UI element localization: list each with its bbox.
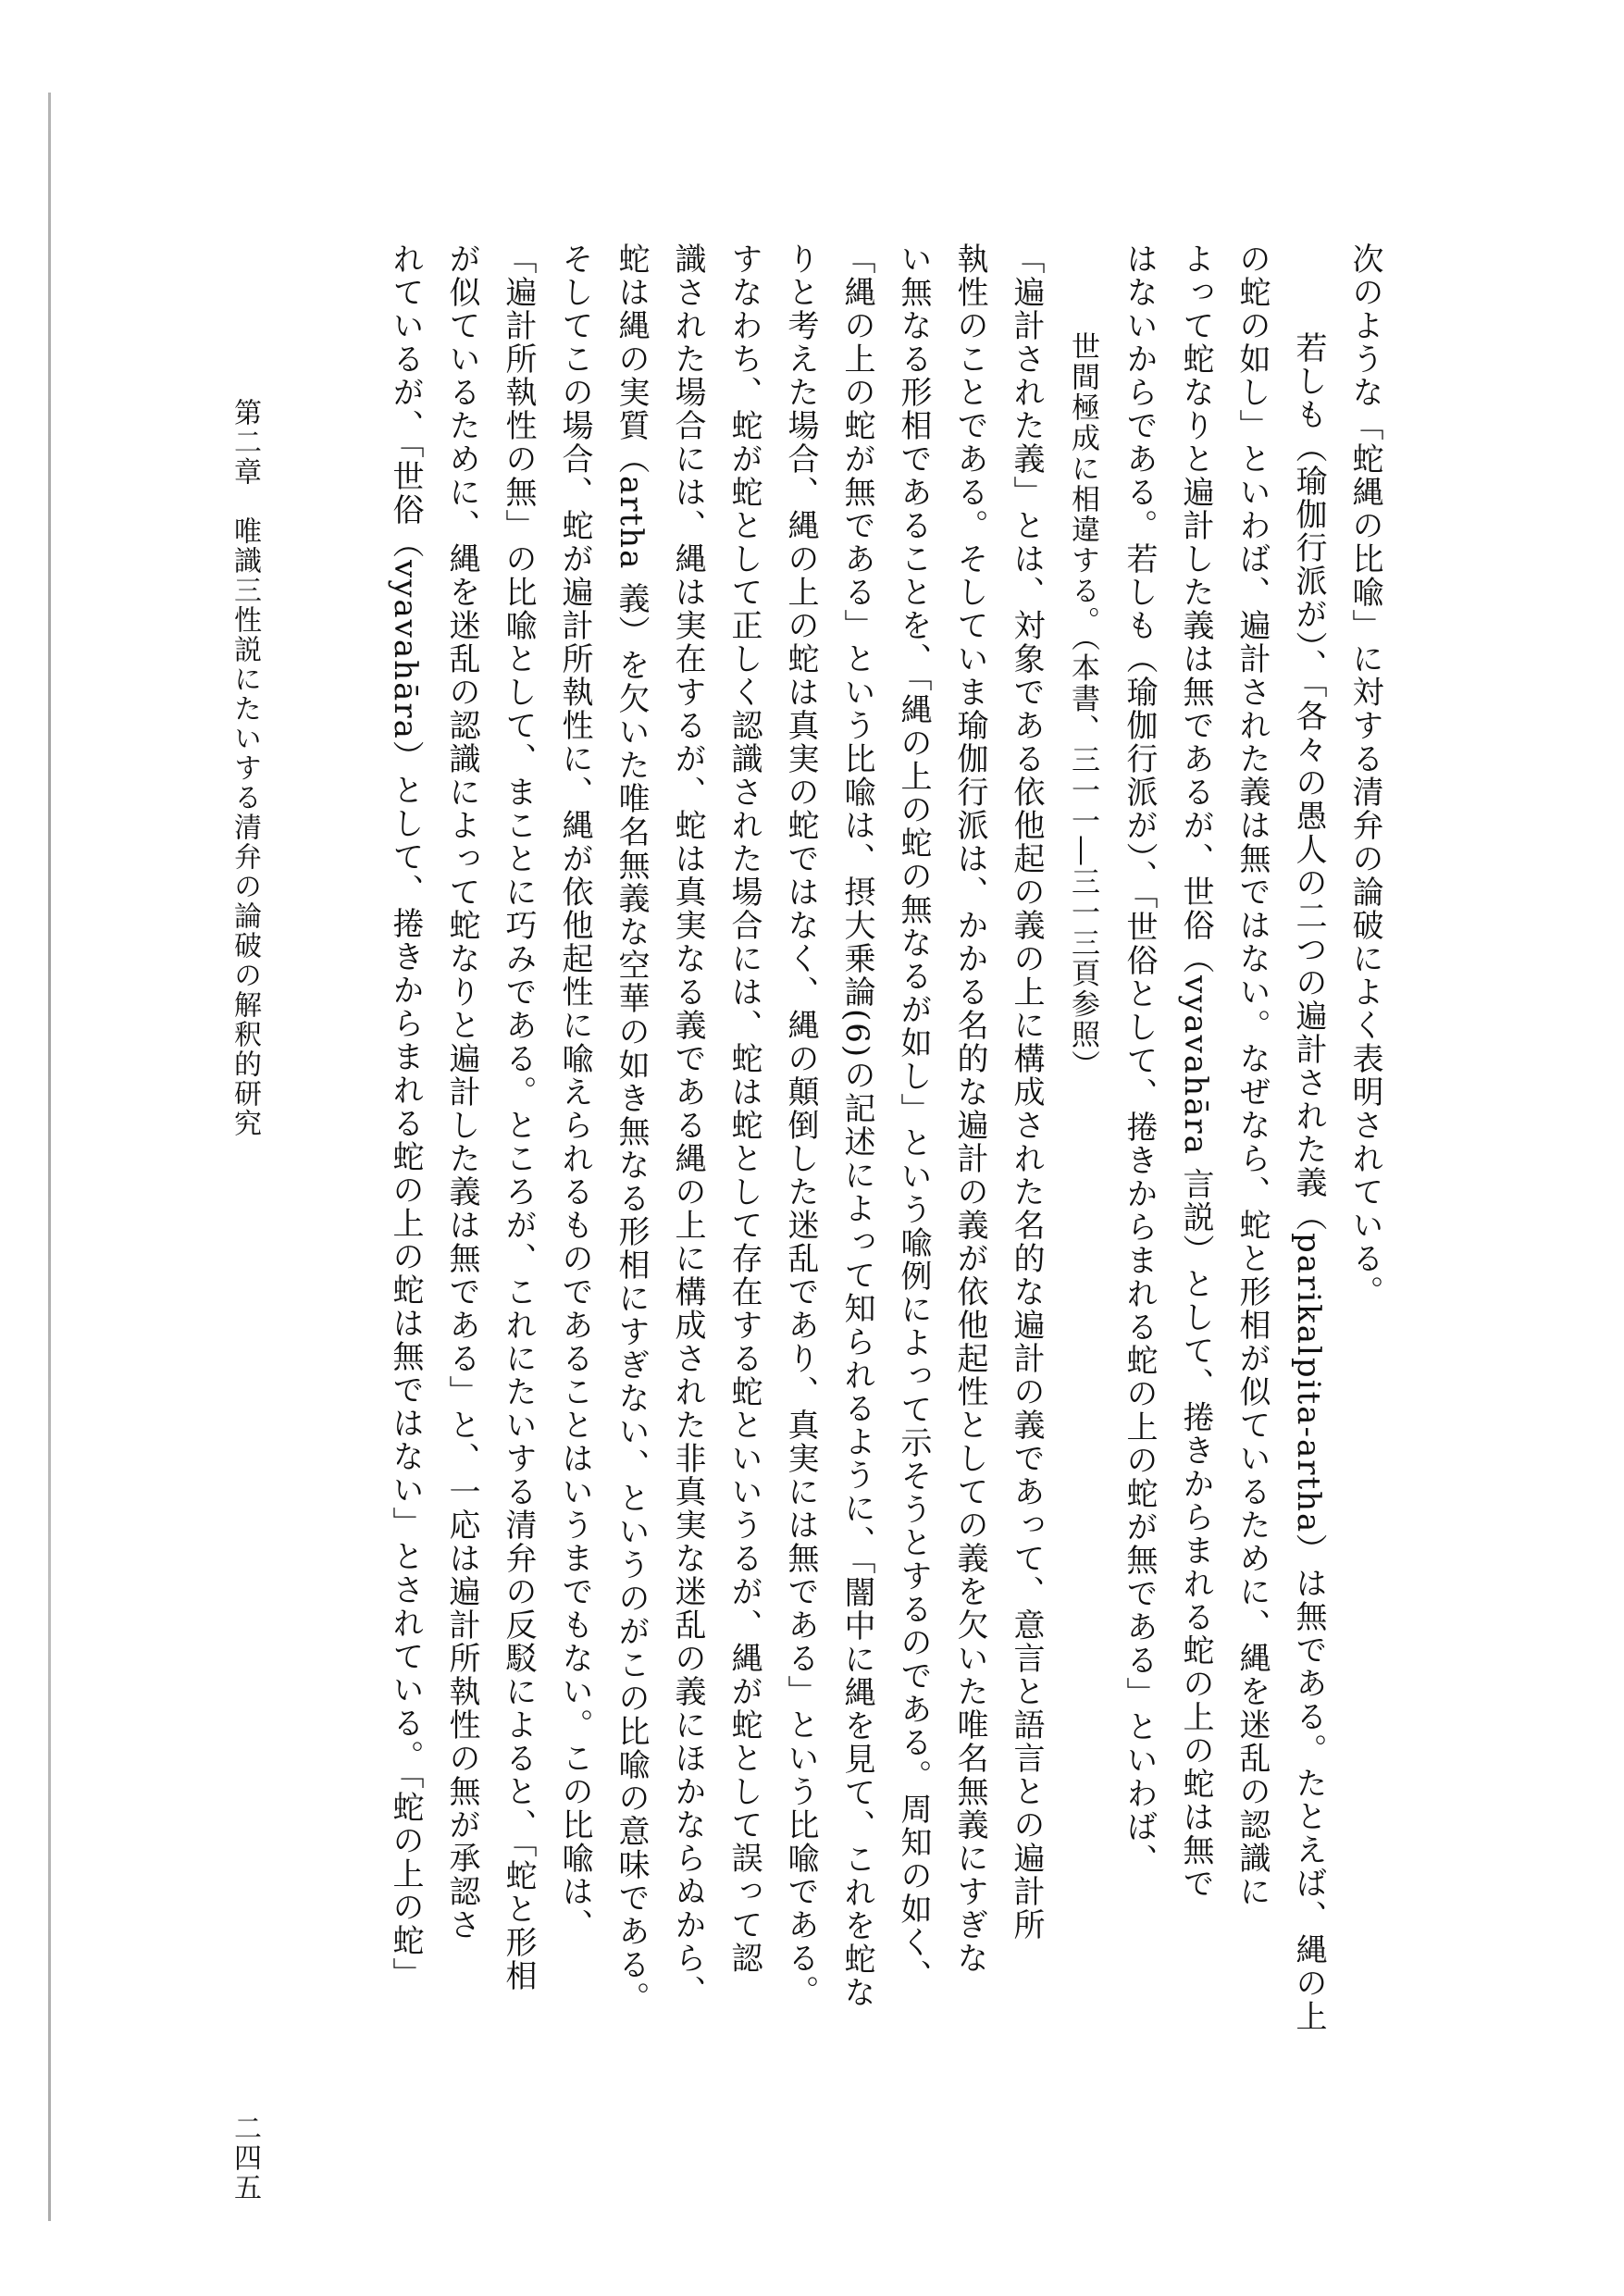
text-line: りと考えた場合、縄の上の蛇は真実の蛇ではなく、縄の顛倒した迷乱であり、真実には無である」という比喩である。 <box>782 242 819 2008</box>
text-line: そしてこの場合、蛇が遍計所執性に、縄が依他起性に喩えられるものであることはいうまでもない。この比喩は、 <box>556 242 593 1942</box>
text-line: 若しも（瑜伽行派が）、「各々の愚人の二つの遍計された義（parikalpita-artha）は無である。たとえば、縄の上 <box>1290 331 1327 2034</box>
text-line: 「遍計された義」とは、対象である依他起の義の上に構成された名的な遍計の義であって、意言と語言との遍計所 <box>1008 242 1045 1942</box>
page-footer <box>213 398 265 2203</box>
text-line: はないからである。若しも（瑜伽行派が）、「世俗として、捲きからまれる蛇の上の蛇が無である」といわば、 <box>1121 242 1158 1877</box>
text-line: い無なる形相であることを、「縄の上の蛇の無なるが如し」という喩例によって示そうとするのである。周知の如く、 <box>895 242 932 1992</box>
text-line: 「縄の上の蛇が無である」という比喩は、摂大乗論(6)の記述によって知られるように、「闇中に縄を見て、これを蛇な <box>838 242 875 2010</box>
page-edge <box>48 93 51 2221</box>
text-line: が似ているために、縄を迷乱の認識によって蛇なりと遍計した義は無である」と、一応は遍計所執性の無が承認さ <box>443 242 480 1942</box>
text-line: 「遍計所執性の無」の比喩として、まことに巧みである。ところが、これにたいする清弁の反駁によると、「蛇と形相 <box>500 242 537 1992</box>
running-header-chapter: 第二章 唯識三性説にたいする清弁の論破の解釈的研究 <box>229 398 261 1138</box>
text-line: 蛇は縄の実質（artha 義）を欠いた唯名無義な空華の如き無なる形相にすぎない、というのがこの比喩の意味である。 <box>613 242 650 2016</box>
page-number: 二四五 <box>229 2114 261 2203</box>
text-line: れているが、「世俗（vyavahāra）として、捲きからまれる蛇の上の蛇は無ではない」とされている。「蛇の上の蛇」 <box>387 242 424 1991</box>
text-line: 識された場合には、縄は実在するが、蛇は真実なる義である縄の上に構成された非真実な迷乱の義にほかならぬから、 <box>669 242 706 2008</box>
text-line: 世間極成に相違する。（本書、三一一―三一三頁参照） <box>1066 331 1099 1081</box>
text-line: の蛇の如し」といわば、遍計された義は無ではない。なぜなら、蛇と形相が似ているために、縄を迷乱の認識に <box>1233 242 1271 1908</box>
text-line: 次のような「蛇縄の比喩」に対する清弁の論破によく表明されている。 <box>1346 242 1383 1309</box>
text-line: よって蛇なりと遍計した義は無であるが、世俗（vyavahāra 言説）として、捲きからまれる蛇の上の蛇は無で <box>1177 242 1214 1901</box>
main-text <box>377 242 1393 2056</box>
text-line: 執性のことである。そしていま瑜伽行派は、かかる名的な遍計の義が依他起性としての義を欠いた唯名無義にすぎな <box>951 242 988 1975</box>
text-line: すなわち、蛇が蛇として正しく認識された場合には、蛇は蛇として存在する蛇といいうるが、縄が蛇として誤って認 <box>725 242 762 1975</box>
